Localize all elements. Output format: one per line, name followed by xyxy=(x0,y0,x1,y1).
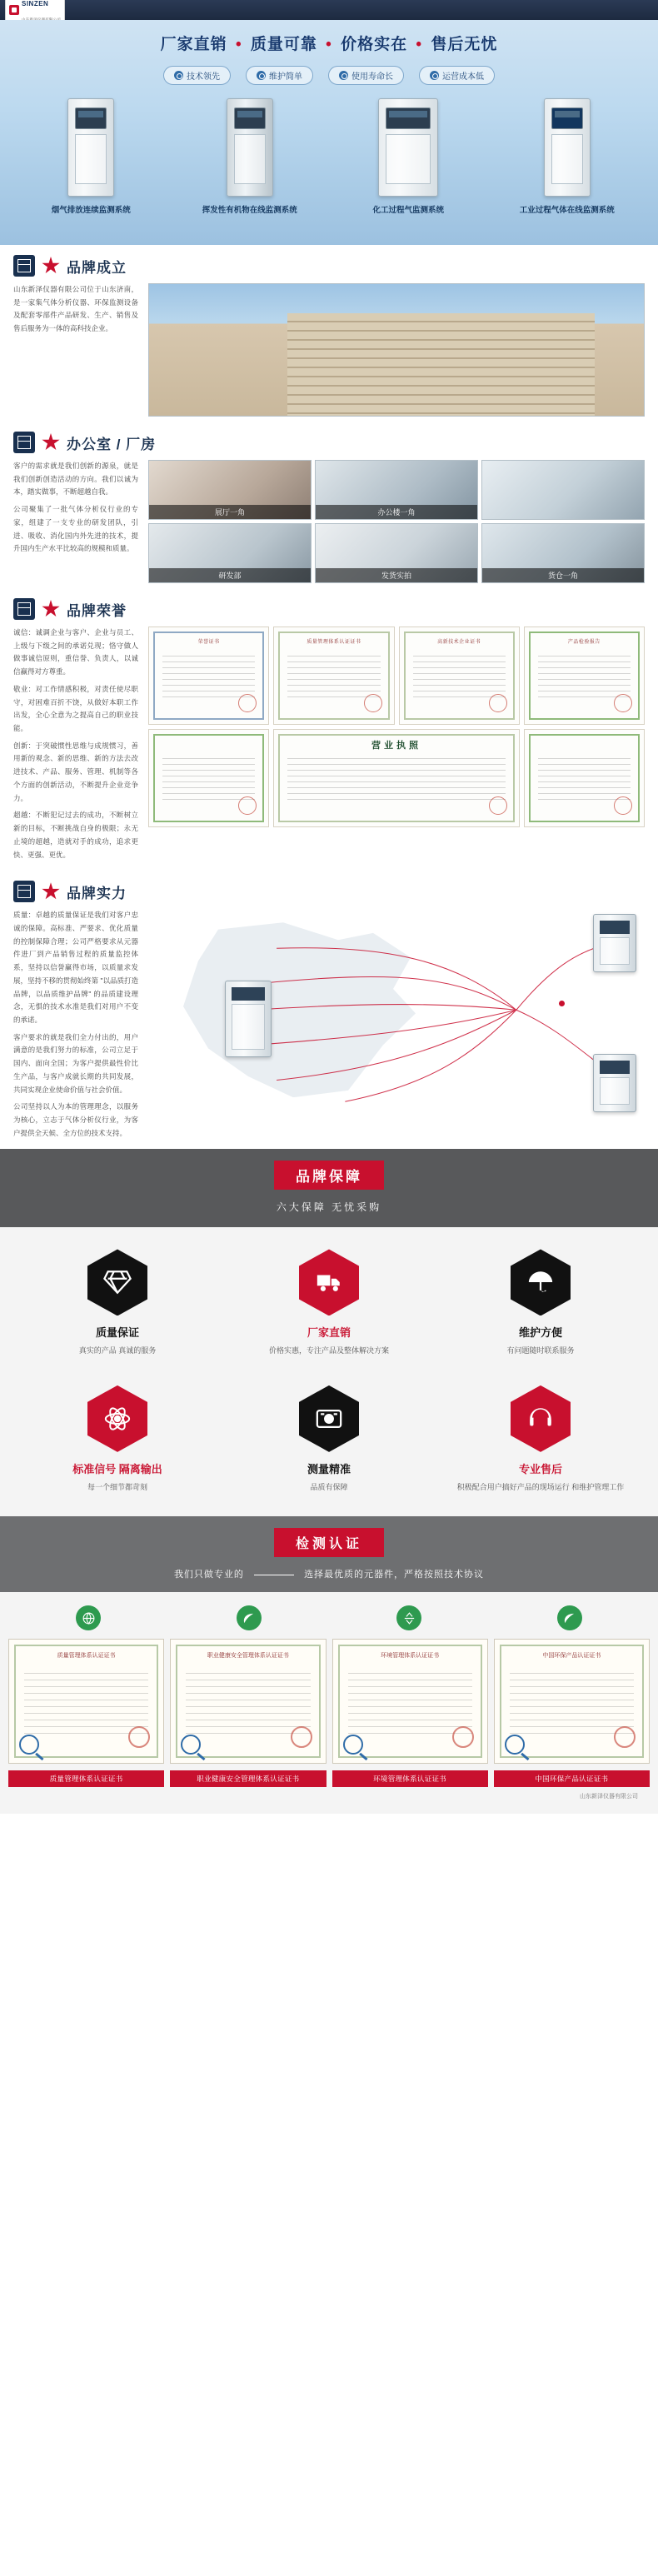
paragraph: 敬业：对工作情感积极，对责任使尽职守，对困难百折不饶，从做好本职工作出发，全心全意为之提高自己的职业技能。 xyxy=(13,684,138,733)
product-label: 烟气排放连续监测系统 xyxy=(51,206,131,215)
guarantee-title: 标准信号 隔离输出 xyxy=(72,1462,162,1475)
guarantee-item-accuracy xyxy=(223,1385,435,1493)
section-brand-honors xyxy=(0,588,658,871)
certification-title: 检测认证 xyxy=(274,1528,384,1557)
hero-banner xyxy=(0,20,658,245)
certificate-thumb xyxy=(273,627,394,725)
feature-pill-label: 运营成本低 xyxy=(442,72,484,82)
feature-pill-maintenance xyxy=(246,66,313,85)
section-text xyxy=(13,283,138,417)
certificate-caption-row xyxy=(8,1770,650,1787)
building-icon xyxy=(13,255,35,277)
paragraph: 创新：于突破惯性思维与成规惯习，善用新的观念、新的思维、新的方法去改进技术、产品、服务、管理、机制等各个方面的创新活动，不断提升企业竞争力。 xyxy=(13,741,138,802)
photo-caption: 展厅一角 xyxy=(149,505,311,519)
separator-dot-icon: • xyxy=(326,36,332,53)
star-icon xyxy=(42,433,60,452)
guarantee-title: 测量精准 xyxy=(307,1462,351,1475)
separator-dot-icon: • xyxy=(235,36,242,53)
product-cabinet-image xyxy=(544,98,591,197)
top-brand-bar xyxy=(0,0,658,20)
product-item xyxy=(181,98,318,215)
feature-pill-lifespan xyxy=(328,66,404,85)
hero-title-part-1: 厂家直销 xyxy=(160,36,227,53)
certificate-title: 产品检验报告 xyxy=(567,640,601,645)
certificate-caption: 环境管理体系认证证书 xyxy=(332,1770,488,1787)
certification-band xyxy=(0,1516,658,1592)
leaf-icon xyxy=(557,1605,582,1630)
section-brand-founding xyxy=(0,245,658,422)
photo-caption: 研发部 xyxy=(149,568,311,582)
certificate-caption: 质量管理体系认证证书 xyxy=(8,1770,164,1787)
product-label: 挥发性有机物在线监测系统 xyxy=(202,206,297,215)
guarantee-desc: 真实的产品 真诚的服务 xyxy=(78,1346,157,1355)
section-header xyxy=(13,598,645,620)
paragraph: 质量：卓越的质量保证是我们对客户忠诚的保障。高标准、严要求、优化质量的控制保障合理；公司严格要求从元器件进厂到产品销售过程的质量监控体系，坚持以信誉赢得市场，以质量求发展，坚持不移的贯彻始终第 "以品质打造品牌，以品质维护品牌" 的品质建设理念，无惧的技术水准是我们对用户不变的承诺。 xyxy=(13,911,138,1024)
award-icon xyxy=(13,598,35,620)
certificate-image xyxy=(494,1639,650,1764)
section-text xyxy=(13,909,138,1144)
leaf-icon xyxy=(237,1605,262,1630)
section-text xyxy=(13,460,138,583)
hero-title-part-3: 价格实在 xyxy=(341,36,408,53)
medal-icon xyxy=(174,71,183,80)
certificate-image xyxy=(8,1639,164,1764)
section-header xyxy=(13,432,645,453)
guarantee-desc: 有问题随时联系服务 xyxy=(506,1346,575,1355)
business-license-title: 营业执照 xyxy=(371,741,421,751)
brand-name: SINZEN xyxy=(22,0,49,7)
logo-mark-icon xyxy=(9,5,19,15)
section-office-factory xyxy=(0,422,658,588)
seal-icon xyxy=(614,694,632,712)
coin-icon xyxy=(430,71,439,80)
certificate-heading: 质量管理体系认证证书 xyxy=(57,1653,116,1660)
magnifier-icon xyxy=(343,1735,363,1755)
hero-title xyxy=(0,20,658,54)
product-label: 化工过程气监测系统 xyxy=(372,206,444,215)
guarantee-item-direct-sales xyxy=(223,1249,435,1356)
certificate-heading: 中国环保产品认证证书 xyxy=(542,1653,601,1660)
facility-photo-grid xyxy=(148,460,645,583)
distribution-map xyxy=(148,909,645,1117)
star-icon xyxy=(42,600,60,618)
hero-feature-pills xyxy=(0,66,658,85)
guarantee-desc: 积极配合用户搞好产品的现场运行 和维护管理工作 xyxy=(456,1482,625,1491)
umbrella-icon xyxy=(511,1249,571,1315)
certificate-title: 荣誉证书 xyxy=(197,640,220,645)
product-cabinet-image xyxy=(378,98,438,197)
map-product-thumb xyxy=(593,914,636,972)
certificate-thumb xyxy=(524,729,645,827)
certificate-heading: 环境管理体系认证证书 xyxy=(381,1653,440,1660)
certificate-image xyxy=(332,1639,488,1764)
magnifier-icon xyxy=(19,1735,39,1755)
section-media xyxy=(148,283,645,417)
seal-icon xyxy=(291,1726,312,1748)
section-media xyxy=(148,627,645,866)
guarantee-item-signal xyxy=(12,1385,223,1493)
facility-photo xyxy=(481,523,645,583)
feature-pill-tech xyxy=(163,66,231,85)
facility-photo xyxy=(148,523,312,583)
feature-pill-cost xyxy=(419,66,495,85)
guarantee-title: 厂家直销 xyxy=(307,1326,351,1340)
section-title: 办公室 / 厂房 xyxy=(67,436,157,452)
office-building-photo xyxy=(148,283,645,417)
recycle-icon xyxy=(396,1605,421,1630)
facility-photo xyxy=(481,460,645,520)
strength-icon xyxy=(13,881,35,902)
guarantee-title: 专业售后 xyxy=(518,1462,562,1475)
paragraph: 诚信：诚调企业与客户、企业与员工、上级与下级之间的承诺兑现；恪守做人做事诚信原则，重信誉、负责人，以诚信赢得对方尊重。 xyxy=(13,628,138,676)
section-media xyxy=(148,909,645,1144)
map-route-lines xyxy=(148,909,645,1123)
hero-title-part-2: 质量可靠 xyxy=(250,36,317,53)
guarantee-desc: 价格实惠，专注产品及整体解决方案 xyxy=(268,1346,389,1355)
photo-caption: 办公楼一角 xyxy=(316,505,477,519)
seal-icon xyxy=(614,796,632,815)
certificate-title: 质量管理体系认证证书 xyxy=(307,640,361,645)
building-icon xyxy=(13,432,35,453)
shield-icon xyxy=(339,71,348,80)
certification-subtitle xyxy=(0,1567,658,1580)
certificate-thumb xyxy=(148,627,269,725)
globe-icon xyxy=(76,1605,101,1630)
product-item xyxy=(498,98,636,215)
section-title: 品牌荣誉 xyxy=(67,602,127,619)
section-title: 品牌实力 xyxy=(67,885,127,901)
gauge-icon xyxy=(299,1385,359,1452)
atom-icon xyxy=(87,1385,147,1452)
certificate-icon-row xyxy=(8,1605,650,1630)
section-header xyxy=(13,255,645,277)
feature-pill-label: 维护简单 xyxy=(269,72,302,82)
certificate-thumb xyxy=(399,627,520,725)
six-guarantees-grid xyxy=(0,1227,658,1516)
certificate-image-row xyxy=(8,1639,650,1764)
photo-caption: 货仓一角 xyxy=(482,568,644,582)
facility-photo xyxy=(148,460,312,520)
seal-icon xyxy=(489,694,507,712)
guarantee-title: 维护方便 xyxy=(518,1326,562,1340)
business-license-thumb xyxy=(273,729,520,827)
section-media xyxy=(148,460,645,583)
star-icon xyxy=(42,257,60,275)
map-product-thumb xyxy=(225,981,272,1057)
truck-icon xyxy=(299,1249,359,1315)
paragraph: 公司坚持以人为本的管理理念，以服务为核心，立志于气体分析仪行业，为客户提供全天候、全方位的技术支持。 xyxy=(13,1102,138,1137)
feature-pill-label: 使用寿命长 xyxy=(351,72,393,82)
tools-icon xyxy=(257,71,266,80)
map-product-thumb xyxy=(593,1054,636,1112)
paragraph: 公司聚集了一批气体分析仪行业的专家，组建了一支专业的研发团队，引进、吸收、消化国内外先进的技术，提升国内生产水平比较高的规模和质量。 xyxy=(13,505,138,553)
certificate-grid xyxy=(148,627,645,827)
brand-guarantee-title: 品牌保障 xyxy=(274,1161,384,1190)
brand-guarantee-band xyxy=(0,1149,658,1227)
certificate-title: 高新技术企业证书 xyxy=(437,640,481,645)
brand-guarantee-subtitle: 六大保障 无忧采购 xyxy=(276,1201,382,1214)
hero-title-part-4: 售后无忧 xyxy=(431,36,498,53)
certification-subtitle-left: 我们只做专业的 xyxy=(173,1570,244,1580)
guarantee-item-quality xyxy=(12,1249,223,1356)
certification-subtitle-right: 选择最优质的元器件，严格按照技术协议 xyxy=(304,1570,485,1580)
magnifier-icon xyxy=(181,1735,201,1755)
paragraph: 超越：不断犯记过去的成功，不断树立新的目标，不断挑战自身的极限；永无止境的超越，造就对手的成功，追求更快、更强、更优。 xyxy=(13,811,138,859)
product-item xyxy=(340,98,477,215)
seal-icon xyxy=(489,796,507,815)
paragraph: 山东新泽仪器有限公司位于山东济南，是一家集气体分析仪器、环保监测设备及配套零部件产品研发、生产、销售及售后服务为一体的高科技企业。 xyxy=(13,285,138,333)
paragraph: 客户要求的就是我们全力付出的，用户满意的是我们努力的标准，公司立足于国内、面向全国；为客户提供最性价比生产品，与客户成就长期的共同发展，共同实现企业使命价值与社会价值。 xyxy=(13,1032,138,1094)
seal-icon xyxy=(364,694,382,712)
bottom-certificates xyxy=(0,1592,658,1814)
feature-pill-label: 技术领先 xyxy=(187,72,220,82)
separator-dot-icon: • xyxy=(416,36,423,53)
product-label: 工业过程气体在线监测系统 xyxy=(519,206,615,215)
guarantee-desc: 每一个细节都苛刻 xyxy=(87,1482,147,1491)
headset-icon xyxy=(511,1385,571,1452)
section-header xyxy=(13,881,645,902)
facility-photo xyxy=(315,523,478,583)
certificate-caption: 职业健康安全管理体系认证证书 xyxy=(170,1770,326,1787)
certificate-thumb xyxy=(524,627,645,725)
paragraph: 客户的需求就是我们创新的源泉，就是我们创新创造活动的方向。我们以诚为本，踏实做事，不断超越自我。 xyxy=(13,462,138,497)
certificate-caption: 中国环保产品认证证书 xyxy=(494,1770,650,1787)
footer-note: 山东新泽仪器有限公司 xyxy=(580,1794,638,1800)
diamond-icon xyxy=(87,1249,147,1315)
product-cabinet-image xyxy=(227,98,273,197)
certificate-heading: 职业健康安全管理体系认证证书 xyxy=(207,1653,289,1660)
section-brand-strength xyxy=(0,871,658,1149)
guarantee-item-support xyxy=(435,1385,646,1493)
section-title: 品牌成立 xyxy=(67,259,127,276)
magnifier-icon xyxy=(505,1735,525,1755)
product-cabinet-image xyxy=(67,98,114,197)
guarantee-item-maintenance xyxy=(435,1249,646,1356)
product-item xyxy=(22,98,160,215)
section-text xyxy=(13,627,138,866)
photo-caption: 发货实拍 xyxy=(316,568,477,582)
star-icon xyxy=(42,882,60,901)
seal-icon xyxy=(452,1726,474,1748)
facility-photo xyxy=(315,460,478,520)
hero-product-row xyxy=(0,98,658,215)
guarantee-desc: 品质有保障 xyxy=(310,1482,348,1491)
certificate-image xyxy=(170,1639,326,1764)
certificate-thumb xyxy=(148,729,269,827)
guarantee-title: 质量保证 xyxy=(95,1326,139,1340)
